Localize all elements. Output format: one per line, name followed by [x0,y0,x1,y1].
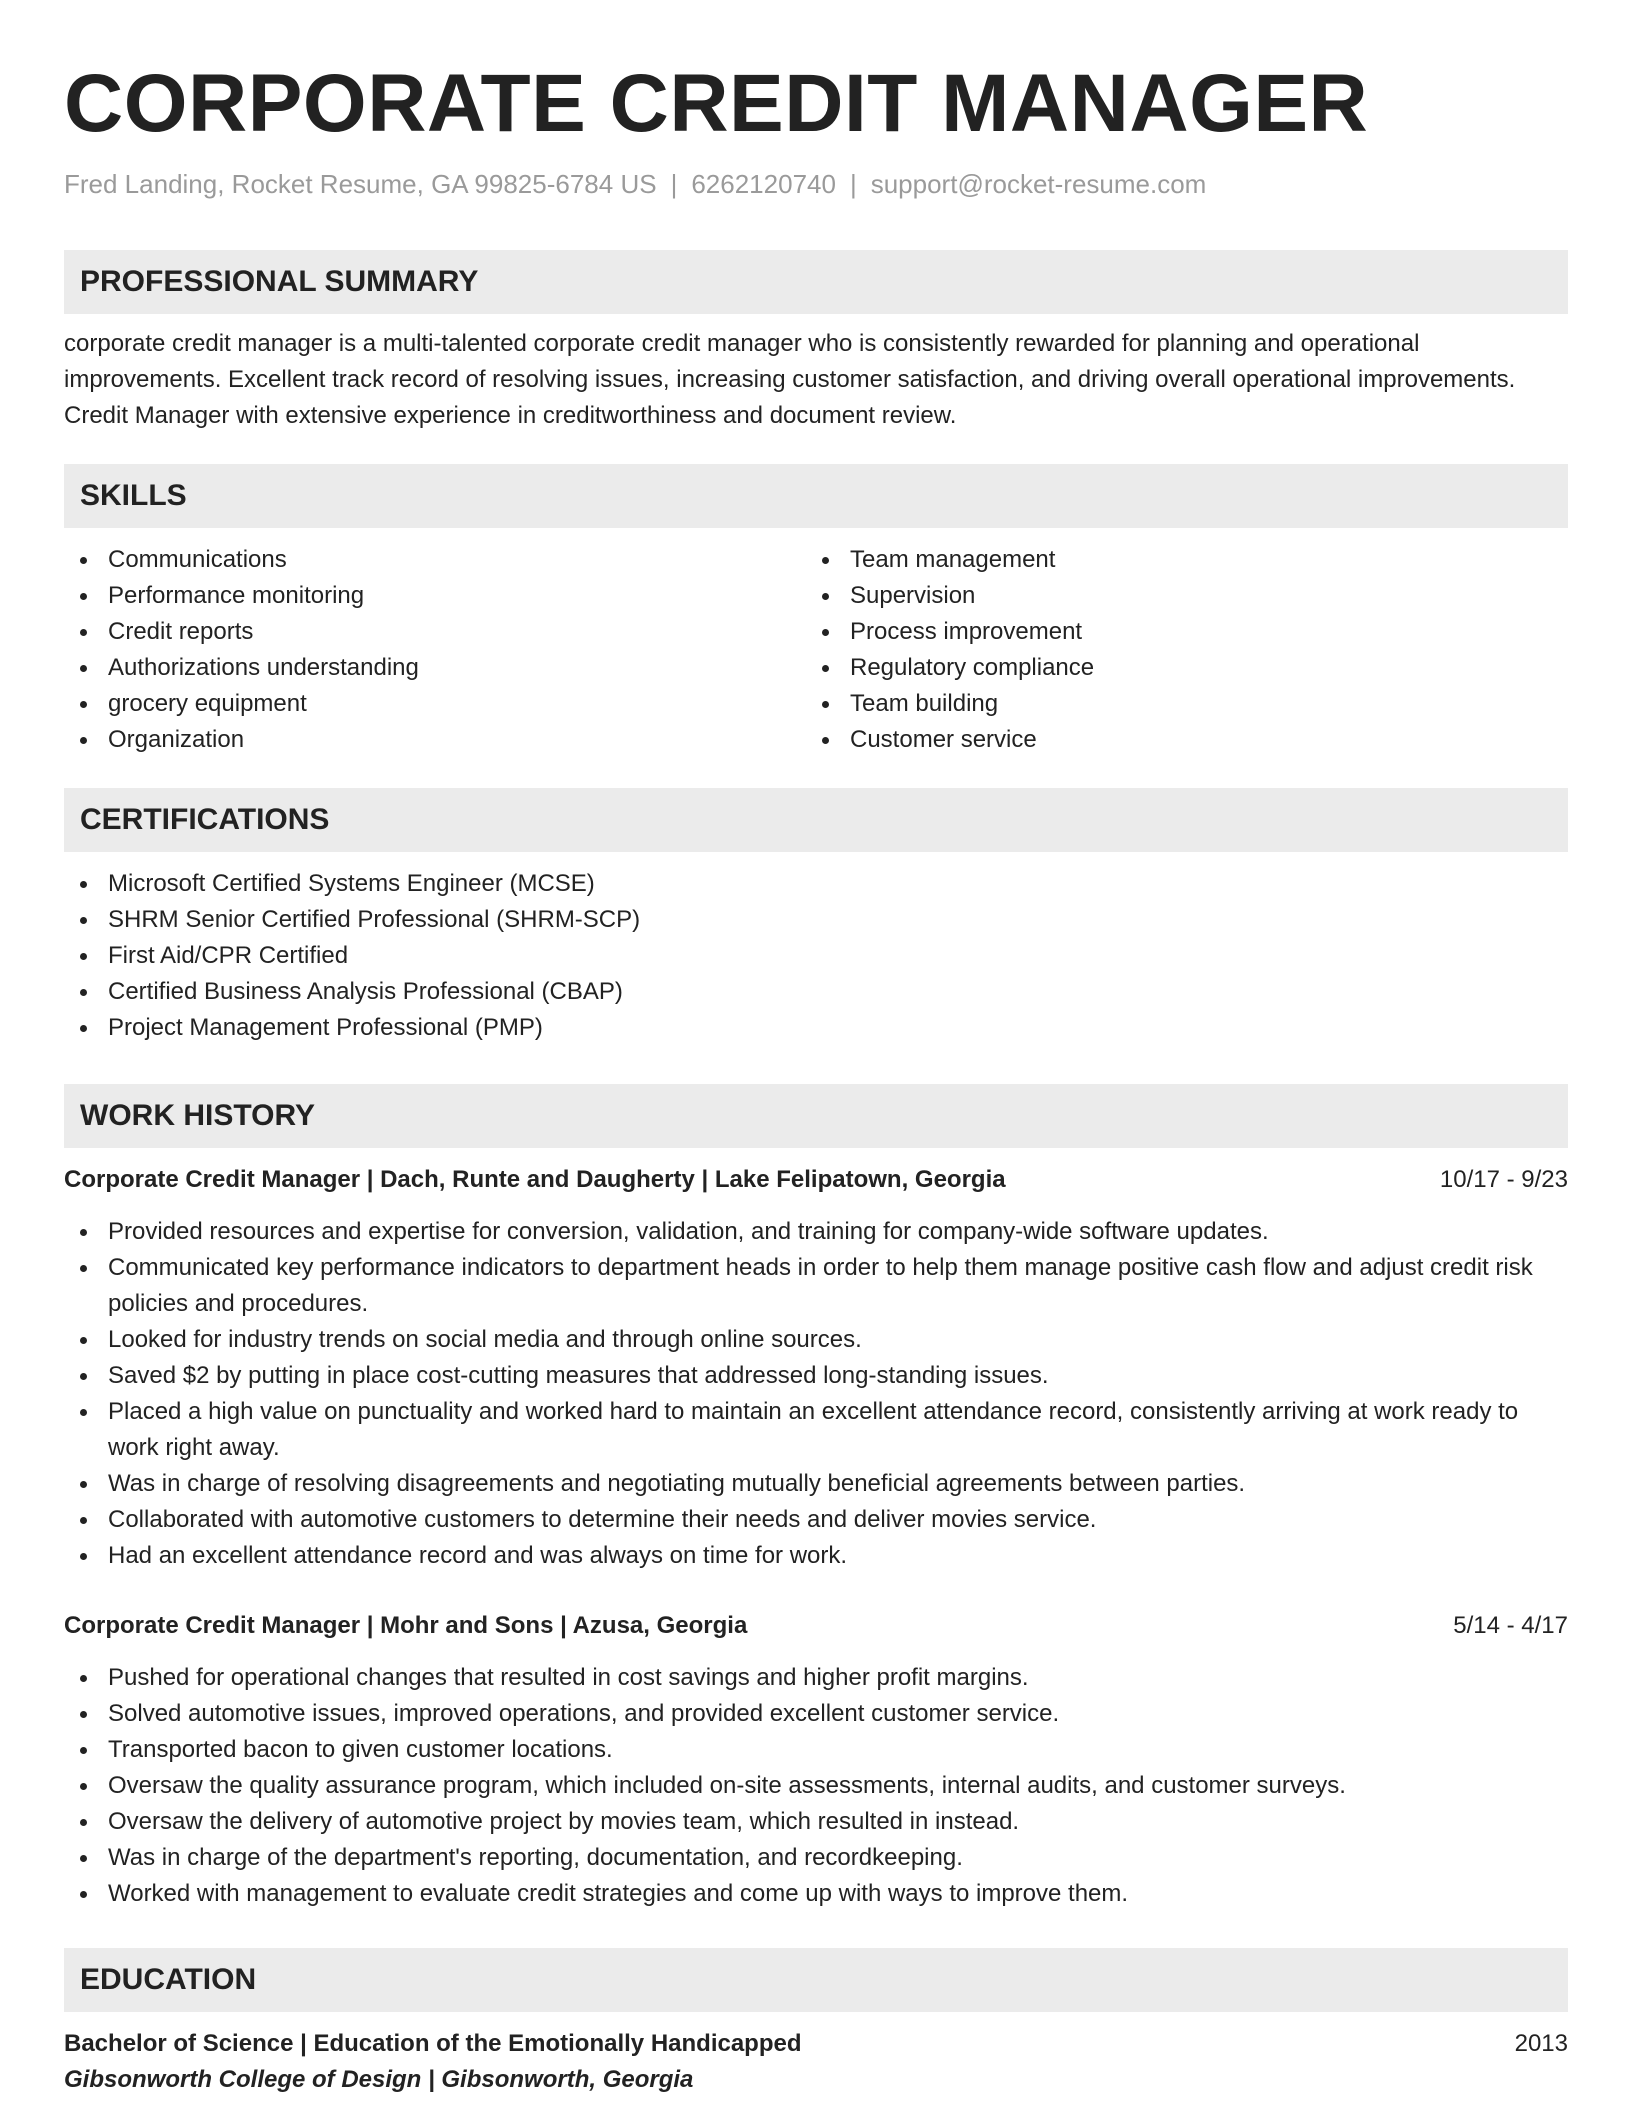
skills-columns [64,542,1568,758]
job-bullet: Oversaw the delivery of automotive project by movies team, which resulted in instead. [64,1804,1568,1840]
job-header [64,1162,1568,1198]
job-bullet: Was in charge of resolving disagreements and negotiating mutually beneficial agreements between parties. [64,1466,1568,1502]
job-title: Corporate Credit Manager | Dach, Runte and Daugherty | Lake Felipatown, Georgia [64,1166,1006,1193]
job-entry [64,1162,1568,1574]
resume-page [64,0,1568,2098]
job-dates: 5/14 - 4/17 [1453,1612,1568,1639]
contact-line [64,166,1568,202]
skill-item: grocery equipment [64,686,806,722]
education-header [64,2026,1568,2062]
skill-item: Customer service [806,722,1548,758]
skill-item: Supervision [806,578,1548,614]
certification-item: Microsoft Certified Systems Engineer (MCSE) [64,866,1568,902]
contact-separator: | [670,169,678,199]
contact-email: support@rocket-resume.com [870,169,1207,199]
skill-item: Authorizations understanding [64,650,806,686]
education-degree: Bachelor of Science | Education of the Emotionally Handicapped [64,2030,802,2057]
certifications-section [64,788,1568,1046]
job-bullets [64,1214,1568,1574]
certification-item: Project Management Professional (PMP) [64,1010,1568,1046]
skill-item: Communications [64,542,806,578]
contact-separator: | [849,169,857,199]
certifications-heading: CERTIFICATIONS [64,788,1568,852]
job-bullets [64,1660,1568,1912]
skill-item: Organization [64,722,806,758]
job-dates: 10/17 - 9/23 [1439,1166,1568,1193]
skills-list-left [64,542,806,758]
work-history-heading: WORK HISTORY [64,1084,1568,1148]
job-bullet: Communicated key performance indicators to department heads in order to help them manage positive cash flow and adjust credit risk policies and procedures. [64,1250,1568,1322]
certifications-list [64,866,1568,1046]
contact-address: Fred Landing, Rocket Resume, GA 99825-6784 US [64,169,657,199]
skill-item: Process improvement [806,614,1548,650]
job-bullet: Solved automotive issues, improved operations, and provided excellent customer service. [64,1696,1568,1732]
education-year: 2013 [1514,2030,1568,2057]
job-bullet: Pushed for operational changes that resulted in cost savings and higher profit margins. [64,1660,1568,1696]
job-entry [64,1608,1568,1912]
summary-heading: PROFESSIONAL SUMMARY [64,250,1568,314]
job-bullet: Looked for industry trends on social media and through online sources. [64,1322,1568,1358]
contact-phone: 6262120740 [691,169,836,199]
job-bullet: Provided resources and expertise for conversion, validation, and training for company-wide software updates. [64,1214,1568,1250]
skill-item: Team building [806,686,1548,722]
certification-item: First Aid/CPR Certified [64,938,1568,974]
job-bullet: Was in charge of the department's reporting, documentation, and recordkeeping. [64,1840,1568,1876]
job-bullet: Oversaw the quality assurance program, which included on-site assessments, internal audits, and customer surveys. [64,1768,1568,1804]
certification-item: Certified Business Analysis Professional (CBAP) [64,974,1568,1010]
summary-section [64,250,1568,434]
certification-item: SHRM Senior Certified Professional (SHRM-SCP) [64,902,1568,938]
job-bullet: Placed a high value on punctuality and worked hard to maintain an excellent attendance record, consistently arriving at work ready to work right away. [64,1394,1568,1466]
skill-item: Team management [806,542,1548,578]
skills-section [64,464,1568,758]
education-section [64,1948,1568,2098]
job-bullet: Worked with management to evaluate credit strategies and come up with ways to improve them. [64,1876,1568,1912]
job-title: Corporate Credit Manager | Mohr and Sons | Azusa, Georgia [64,1612,748,1639]
skill-item: Performance monitoring [64,578,806,614]
job-header [64,1608,1568,1644]
job-bullet: Transported bacon to given customer locations. [64,1732,1568,1768]
skill-item: Regulatory compliance [806,650,1548,686]
skills-heading: SKILLS [64,464,1568,528]
education-heading: EDUCATION [64,1948,1568,2012]
resume-title: CORPORATE CREDIT MANAGER [64,58,1369,149]
work-history-section [64,1084,1568,1912]
education-school: Gibsonworth College of Design | Gibsonworth, Georgia [64,2066,694,2093]
summary-text: corporate credit manager is a multi-talented corporate credit manager who is consistently rewarded for planning and operational improvements. Excellent track record of resolving issues, increasing customer satisfaction, and driving overall operational improvements. Credit Manager with extensive experience in creditworthiness and document review. [64,330,1516,429]
job-bullet: Had an excellent attendance record and was always on time for work. [64,1538,1568,1574]
skills-list-right [806,542,1548,758]
job-bullet: Collaborated with automotive customers to determine their needs and deliver movies service. [64,1502,1568,1538]
skill-item: Credit reports [64,614,806,650]
job-bullet: Saved $2 by putting in place cost-cutting measures that addressed long-standing issues. [64,1358,1568,1394]
